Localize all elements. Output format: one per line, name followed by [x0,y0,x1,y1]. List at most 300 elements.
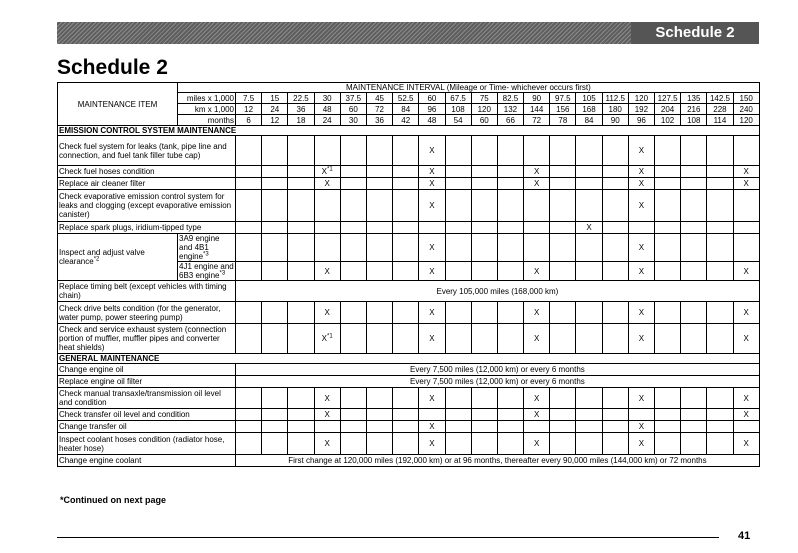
mark-cell [288,222,314,234]
mark-cell [602,234,628,262]
mark-cell [655,324,681,354]
mark-cell [262,178,288,190]
mark-cell [550,324,576,354]
interval-value: 168 [576,104,602,115]
item-label: Check fuel hoses condition [58,166,236,178]
mark-cell [236,302,262,324]
mark-cell [314,222,340,234]
mark-cell [497,388,523,409]
mark-cell [576,166,602,178]
mark-cell [707,136,733,166]
mark-cell [655,409,681,421]
mark-cell: X [419,388,445,409]
section-title: EMISSION CONTROL SYSTEM MAINTENANCE [58,126,760,136]
interval-span: First change at 120,000 miles (192,000 km) or at 96 months, thereafter every 90,000 miles (144,000 km) or 72 months [236,455,760,467]
mark-cell: $X^{*1}$ [314,166,340,178]
mark-cell [471,178,497,190]
mark-cell [366,324,392,354]
mark-cell [707,178,733,190]
interval-value: 90 [524,93,550,104]
mark-cell: X [733,178,759,190]
interval-value: 240 [733,104,759,115]
interval-value: 84 [576,115,602,126]
mark-cell [393,421,419,433]
mark-cell [445,302,471,324]
mark-cell: X [733,324,759,354]
interval-value: 132 [497,104,523,115]
mark-cell [419,409,445,421]
mark-cell [314,136,340,166]
mark-cell: X [628,388,654,409]
mark-cell: X [524,302,550,324]
interval-value: 96 [419,104,445,115]
mark-cell [471,421,497,433]
table-row [58,324,760,354]
interval-value: 24 [262,104,288,115]
page-number: 41 [738,530,751,542]
mark-cell [366,136,392,166]
mark-cell [655,433,681,455]
mark-cell [262,166,288,178]
mark-cell [733,234,759,262]
mark-cell [471,262,497,281]
mark-cell [393,302,419,324]
mark-cell: X [628,178,654,190]
mark-cell [340,222,366,234]
mark-cell [497,262,523,281]
maintenance-table [57,82,760,467]
mark-cell: X [524,409,550,421]
mark-cell [445,421,471,433]
mark-cell [366,388,392,409]
interval-value: 52.5 [393,93,419,104]
mark-cell [236,421,262,433]
item-label: Check and service exhaust system (connection portion of muffler, muffler pipes and converter heat shields) [58,324,236,354]
interval-value: 84 [393,104,419,115]
mark-cell [393,166,419,178]
mark-cell [445,222,471,234]
mark-cell [576,178,602,190]
mark-cell [681,222,707,234]
mark-cell [471,234,497,262]
interval-span: Every 7,500 miles (12,000 km) or every 6 months [236,376,760,388]
mark-cell [681,324,707,354]
interval-value: 192 [628,104,654,115]
mark-cell [524,421,550,433]
mark-cell: X [524,262,550,281]
mark-cell [314,190,340,222]
mark-cell [288,421,314,433]
interval-value: 120 [471,104,497,115]
mark-cell: X [314,262,340,281]
mark-cell [393,409,419,421]
mark-cell [288,262,314,281]
mark-cell [681,433,707,455]
mark-cell [602,262,628,281]
mark-cell [366,421,392,433]
interval-value: 18 [288,115,314,126]
mark-cell [602,324,628,354]
mark-cell [602,136,628,166]
mark-cell [393,433,419,455]
table-row [58,281,760,302]
interval-value: 12 [262,115,288,126]
item-label: Change engine oil [58,364,236,376]
interval-value: 142.5 [707,93,733,104]
mark-cell [314,421,340,433]
table-row [58,166,760,178]
mark-cell [236,234,262,262]
mark-cell [366,222,392,234]
mark-cell [602,302,628,324]
interval-value: 82.5 [497,93,523,104]
mark-cell: X [733,302,759,324]
interval-value: 7.5 [236,93,262,104]
mark-cell [288,136,314,166]
mark-cell [366,234,392,262]
interval-value: 114 [707,115,733,126]
interval-value: 96 [628,115,654,126]
mark-cell [262,262,288,281]
table-row [58,376,760,388]
mark-cell [497,190,523,222]
mark-cell [236,190,262,222]
mark-cell [288,324,314,354]
mark-cell [707,433,733,455]
mark-cell [497,222,523,234]
mark-cell [550,433,576,455]
mark-cell [550,421,576,433]
mark-cell [471,136,497,166]
mark-cell [471,222,497,234]
mark-cell [340,409,366,421]
mark-cell: X [524,166,550,178]
mark-cell [445,234,471,262]
interval-value: 24 [314,115,340,126]
table-row [58,178,760,190]
mark-cell [576,421,602,433]
mark-cell [471,324,497,354]
item-label: Replace timing belt (except vehicles with timing chain) [58,281,236,302]
mark-cell [340,178,366,190]
footer-rule [57,537,719,538]
mark-cell [602,388,628,409]
mark-cell [602,433,628,455]
mark-cell [707,409,733,421]
mark-cell [340,166,366,178]
mark-cell [497,409,523,421]
mark-cell: X [628,234,654,262]
item-label: Check fuel system for leaks (tank, pipe line and connection, and fuel tank filler tube cap) [58,136,236,166]
mark-cell [471,166,497,178]
interval-value: 120 [628,93,654,104]
interval-value: 60 [419,93,445,104]
mark-cell [236,178,262,190]
mark-cell [366,262,392,281]
item-label: Replace air cleaner filter [58,178,236,190]
item-label: Change transfer oil [58,421,236,433]
mark-cell [340,421,366,433]
mark-cell [236,324,262,354]
interval-span: Every 7,500 miles (12,000 km) or every 6 months [236,364,760,376]
mark-cell [262,324,288,354]
section-row [58,126,760,136]
interval-value: 6 [236,115,262,126]
mark-cell: X [628,262,654,281]
mark-cell [576,409,602,421]
mark-cell [550,262,576,281]
mark-cell [393,190,419,222]
mark-cell [497,421,523,433]
mark-cell [445,388,471,409]
item-label: Check transfer oil level and condition [58,409,236,421]
mark-cell [445,190,471,222]
interval-value: 75 [471,93,497,104]
mark-cell [393,262,419,281]
mark-cell [602,421,628,433]
mark-cell [550,388,576,409]
unit-label: km x 1,000 [178,104,236,115]
table-row [58,455,760,467]
mark-cell [576,190,602,222]
item-label: Change engine coolant [58,455,236,467]
mark-cell [445,433,471,455]
mark-cell: X [576,222,602,234]
mark-cell [550,302,576,324]
mark-cell: X [628,421,654,433]
mark-cell [288,433,314,455]
mark-cell: X [314,409,340,421]
mark-cell: X [733,409,759,421]
interval-value: 108 [681,115,707,126]
mark-cell [236,262,262,281]
mark-cell [445,136,471,166]
interval-value: 90 [602,115,628,126]
mark-cell [733,222,759,234]
mark-cell [262,234,288,262]
header-row [58,83,760,93]
mark-cell [681,178,707,190]
interval-value: 12 [236,104,262,115]
mark-cell [262,409,288,421]
mark-cell [445,262,471,281]
interval-value: 127.5 [655,93,681,104]
table-row [58,190,760,222]
interval-value: 42 [393,115,419,126]
mark-cell [681,166,707,178]
mark-cell [655,234,681,262]
mark-cell [497,234,523,262]
mark-cell [576,324,602,354]
mark-cell: X [419,166,445,178]
mark-cell [681,421,707,433]
interval-value: 66 [497,115,523,126]
mark-cell [314,234,340,262]
mark-cell [628,409,654,421]
mark-cell: $X^{*1}$ [314,324,340,354]
header-bar [57,22,759,44]
mark-cell [628,222,654,234]
interval-value: 144 [524,104,550,115]
interval-value: 180 [602,104,628,115]
continued-note: *Continued on next page [60,495,167,505]
mark-cell: X [524,433,550,455]
mark-cell [236,166,262,178]
mark-cell [576,136,602,166]
mark-cell [236,433,262,455]
mark-cell [733,136,759,166]
mark-cell [655,421,681,433]
mark-cell [366,166,392,178]
table-row [58,302,760,324]
mark-cell: X [628,190,654,222]
mark-cell [602,409,628,421]
table-row [58,364,760,376]
mark-cell: X [419,190,445,222]
mark-cell [655,178,681,190]
mark-cell [262,302,288,324]
mark-cell [707,222,733,234]
mark-cell [288,234,314,262]
mark-cell [340,262,366,281]
mark-cell [707,262,733,281]
interval-value: 60 [471,115,497,126]
interval-value: 216 [681,104,707,115]
mark-cell [445,409,471,421]
mark-cell [340,324,366,354]
table-row [58,409,760,421]
mark-cell [288,190,314,222]
mark-cell [366,433,392,455]
valve-label: Inspect and adjust valve clearance$^{*2}$ [58,234,178,281]
interval-value: 36 [366,115,392,126]
mark-cell [524,222,550,234]
mark-cell [497,324,523,354]
mark-cell [288,302,314,324]
mark-cell [655,262,681,281]
interval-value: 48 [419,115,445,126]
mark-cell [707,190,733,222]
item-label: Check manual transaxle/transmission oil level and condition [58,388,236,409]
mark-cell [497,166,523,178]
table-row [58,388,760,409]
valve-sub-label: 3A9 engine and 4B1 engine$^{*3}$ [178,234,236,262]
mark-cell [497,433,523,455]
interval-span: Every 105,000 miles (168,000 km) [236,281,760,302]
interval-value: 45 [366,93,392,104]
mark-cell [497,178,523,190]
interval-value: 108 [445,104,471,115]
mark-cell [602,190,628,222]
mark-cell [576,234,602,262]
interval-value: 37.5 [340,93,366,104]
interval-header: MAINTENANCE INTERVAL (Mileage or Time- whichever occurs first) [178,83,760,93]
mark-cell: X [314,178,340,190]
mark-cell [262,222,288,234]
mark-cell [262,388,288,409]
item-label: Check drive belts condition (for the generator, water pump, power steering pump) [58,302,236,324]
interval-value: 54 [445,115,471,126]
mark-cell [707,166,733,178]
mark-cell: X [524,324,550,354]
mark-cell [419,222,445,234]
interval-value: 30 [340,115,366,126]
table-row [58,136,760,166]
mark-cell [471,388,497,409]
mark-cell: X [419,262,445,281]
mark-cell [707,388,733,409]
mark-cell: X [733,433,759,455]
interval-value: 112.5 [602,93,628,104]
mark-cell [602,178,628,190]
table-row [58,222,760,234]
mark-cell [340,234,366,262]
page-title: Schedule 2 [57,56,168,79]
mark-cell [471,409,497,421]
mark-cell [262,190,288,222]
mark-cell: X [314,388,340,409]
mark-cell: X [628,433,654,455]
section-title: GENERAL MAINTENANCE [58,354,760,364]
table-row [58,234,760,262]
mark-cell [576,433,602,455]
mark-cell [340,433,366,455]
mark-cell [576,388,602,409]
mark-cell [236,136,262,166]
mark-cell [366,302,392,324]
mark-cell [393,388,419,409]
interval-value: 22.5 [288,93,314,104]
mark-cell: X [419,433,445,455]
mark-cell [681,234,707,262]
mark-cell [393,324,419,354]
mark-cell: X [314,433,340,455]
mark-cell: X [419,324,445,354]
mark-cell [524,190,550,222]
mark-cell [550,178,576,190]
mark-cell [445,324,471,354]
mark-cell [262,136,288,166]
mark-cell: X [419,302,445,324]
mark-cell: X [628,324,654,354]
mark-cell: X [524,388,550,409]
mark-cell [576,302,602,324]
mark-cell [733,190,759,222]
mark-cell [550,166,576,178]
mark-cell [340,388,366,409]
mark-cell [524,136,550,166]
mark-cell [497,136,523,166]
mark-cell: X [733,388,759,409]
mark-cell: X [628,302,654,324]
mark-cell [262,421,288,433]
mark-cell [236,409,262,421]
mark-cell [262,433,288,455]
interval-value: 204 [655,104,681,115]
interval-value: 67.5 [445,93,471,104]
table-row [58,421,760,433]
mark-cell [471,433,497,455]
mark-cell [602,166,628,178]
interval-value: 105 [576,93,602,104]
mark-cell [655,166,681,178]
mark-cell [576,262,602,281]
mark-cell [393,136,419,166]
mark-cell [655,388,681,409]
mark-cell: X [419,234,445,262]
unit-label: miles x 1,000 [178,93,236,104]
mark-cell [524,234,550,262]
